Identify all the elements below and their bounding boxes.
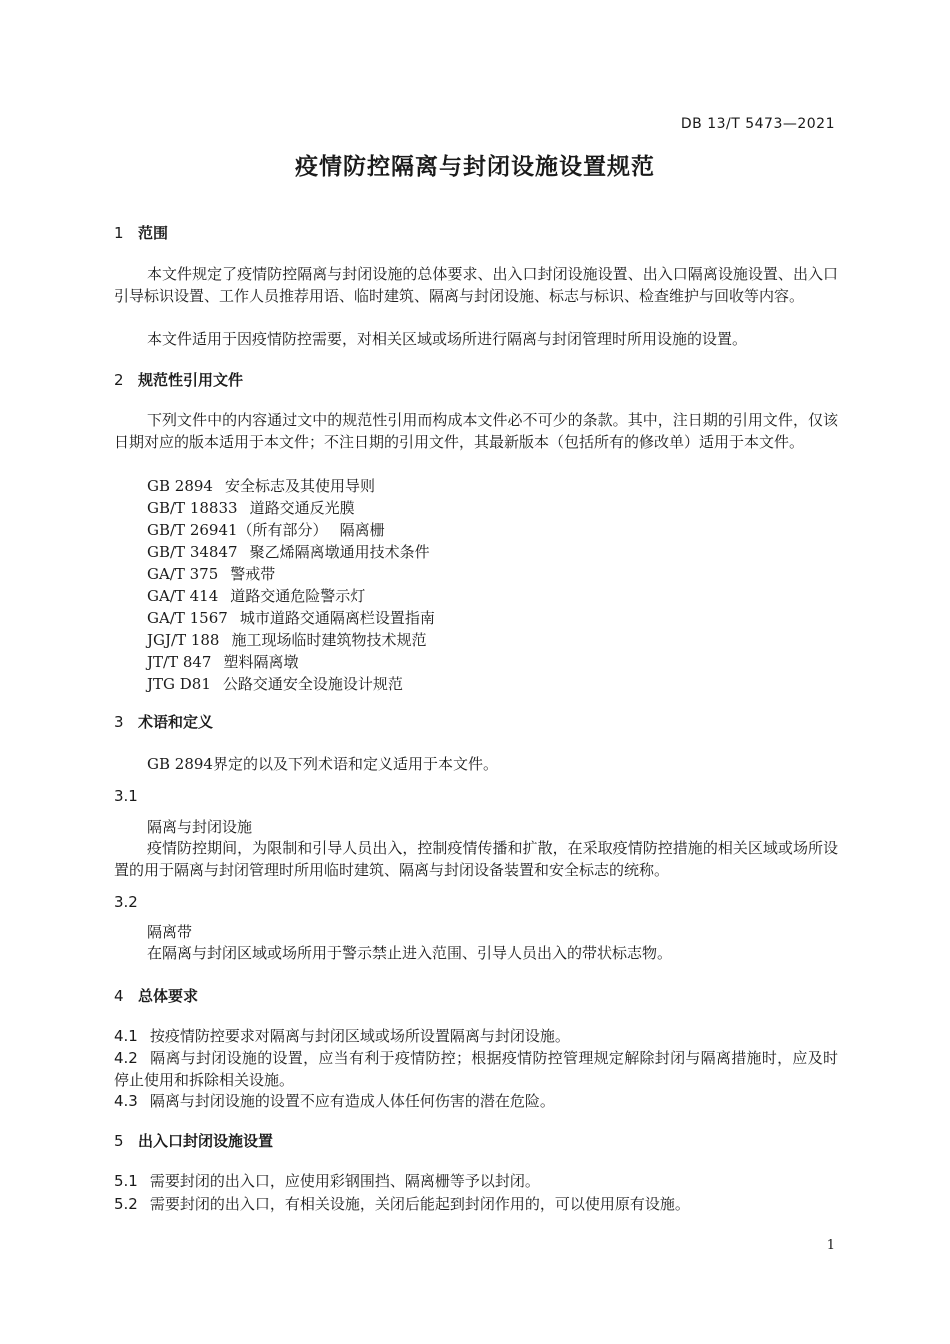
- term-name: 隔离与封闭设施: [147, 818, 253, 836]
- section-number: 3: [114, 713, 124, 731]
- reference-name: 公路交通安全设施设计规范: [222, 675, 403, 693]
- reference-list: [114, 475, 838, 695]
- clause-number: 5.2: [114, 1195, 138, 1213]
- clause-text: 隔离与封闭设施的设置，应当有利于疫情防控；根据疫情防控管理规定解除封闭与隔离措施时，应及时停止使用和拆除相关设施。: [114, 1049, 838, 1089]
- clause: [114, 1047, 838, 1091]
- standard-code: DB 13/T 5473—2021: [680, 116, 835, 132]
- section-number: 1: [114, 224, 124, 242]
- reference-code: JTG D81: [147, 675, 211, 693]
- section-title: 出入口封闭设施设置: [138, 1132, 274, 1150]
- reference-code: GB/T 18833: [147, 499, 238, 517]
- section-title: 范围: [138, 224, 169, 242]
- clause-text: 按疫情防控要求对隔离与封闭区域或场所设置隔离与封闭设施。: [149, 1027, 570, 1045]
- section-title: 术语和定义: [138, 713, 214, 731]
- reference-item: [114, 475, 838, 497]
- clause: [114, 1170, 838, 1192]
- term-number: 3.1: [114, 787, 138, 805]
- section-2-heading: [114, 369, 838, 391]
- reference-name: 聚乙烯隔离墩通用技术条件: [249, 543, 430, 561]
- reference-code: GB/T 34847: [147, 543, 238, 561]
- clause-number: 5.1: [114, 1172, 138, 1190]
- reference-item: [114, 563, 838, 585]
- reference-code: JGJ/T 188: [147, 631, 220, 649]
- reference-code: JT/T 847: [147, 653, 212, 671]
- clause-text: 隔离与封闭设施的设置不应有造成人体任何伤害的潜在危险。: [149, 1092, 555, 1110]
- section-1-paragraph-2: 本文件适用于因疫情防控需要，对相关区域或场所进行隔离与封闭管理时所用设施的设置。: [147, 330, 748, 348]
- section-number: 4: [114, 987, 124, 1005]
- clause-text: 需要封闭的出入口，应使用彩钢围挡、隔离栅等予以封闭。: [149, 1172, 540, 1190]
- section-number: 5: [114, 1132, 124, 1150]
- clause-number: 4.3: [114, 1092, 138, 1110]
- reference-item: [114, 673, 838, 695]
- section-number: 2: [114, 371, 124, 389]
- reference-code: GA/T 1567: [147, 609, 228, 627]
- section-5-heading: [114, 1130, 838, 1152]
- reference-item: [114, 607, 838, 629]
- section-title: 总体要求: [138, 987, 199, 1005]
- reference-name: 塑料隔离墩: [223, 653, 299, 671]
- clause: [114, 1025, 838, 1047]
- reference-item: [114, 629, 838, 651]
- clause-number: 4.1: [114, 1027, 138, 1045]
- section-4-heading: [114, 985, 838, 1007]
- reference-name: 道路交通反光膜: [249, 499, 355, 517]
- section-3-heading: [114, 711, 838, 733]
- reference-item: [114, 519, 838, 541]
- reference-item: [114, 497, 838, 519]
- section-2-paragraph-1: 下列文件中的内容通过文中的规范性引用而构成本文件必不可少的条款。其中，注日期的引用文件，仅该日期对应的版本适用于本文件；不注日期的引用文件，其最新版本（包括所有的修改单）适用于本文件。: [114, 411, 838, 451]
- term-number: 3.2: [114, 893, 138, 911]
- reference-name: 安全标志及其使用导则: [224, 477, 375, 495]
- reference-code: GB/T 26941（所有部分）: [147, 521, 328, 539]
- reference-name: 警戒带: [230, 565, 276, 583]
- section-1-heading: [114, 222, 838, 244]
- reference-name: 城市道路交通隔离栏设置指南: [239, 609, 435, 627]
- section-1-paragraph-1: 本文件规定了疫情防控隔离与封闭设施的总体要求、出入口封闭设施设置、出入口隔离设施设置、出入口引导标识设置、工作人员推荐用语、临时建筑、隔离与封闭设施、标志与标识、检查维护与回收等内容。: [114, 265, 838, 305]
- term-definition: 疫情防控期间，为限制和引导人员出入，控制疫情传播和扩散，在采取疫情防控措施的相关区域或场所设置的用于隔离与封闭管理时所用临时建筑、隔离与封闭设备装置和安全标志的统称。: [114, 839, 838, 879]
- reference-item: [114, 541, 838, 563]
- reference-code: GA/T 375: [147, 565, 219, 583]
- term-name: 隔离带: [147, 923, 193, 941]
- clause: [114, 1090, 838, 1112]
- reference-item: [114, 651, 838, 673]
- reference-name: 隔离栅: [339, 521, 385, 539]
- clause: [114, 1193, 838, 1215]
- page-number: 1: [826, 1238, 835, 1253]
- clause-number: 4.2: [114, 1049, 138, 1067]
- reference-item: [114, 585, 838, 607]
- reference-name: 施工现场临时建筑物技术规范: [231, 631, 427, 649]
- reference-code: GB 2894: [147, 477, 213, 495]
- reference-code: GA/T 414: [147, 587, 219, 605]
- clause-text: 需要封闭的出入口，有相关设施，关闭后能起到封闭作用的，可以使用原有设施。: [149, 1195, 690, 1213]
- section-3-paragraph-1: GB 2894界定的以及下列术语和定义适用于本文件。: [147, 755, 498, 773]
- term-definition: 在隔离与封闭区域或场所用于警示禁止进入范围、引导人员出入的带状标志物。: [147, 944, 673, 962]
- reference-name: 道路交通危险警示灯: [230, 587, 366, 605]
- section-title: 规范性引用文件: [138, 371, 244, 389]
- document-title: 疫情防控隔离与封闭设施设置规范: [295, 154, 655, 180]
